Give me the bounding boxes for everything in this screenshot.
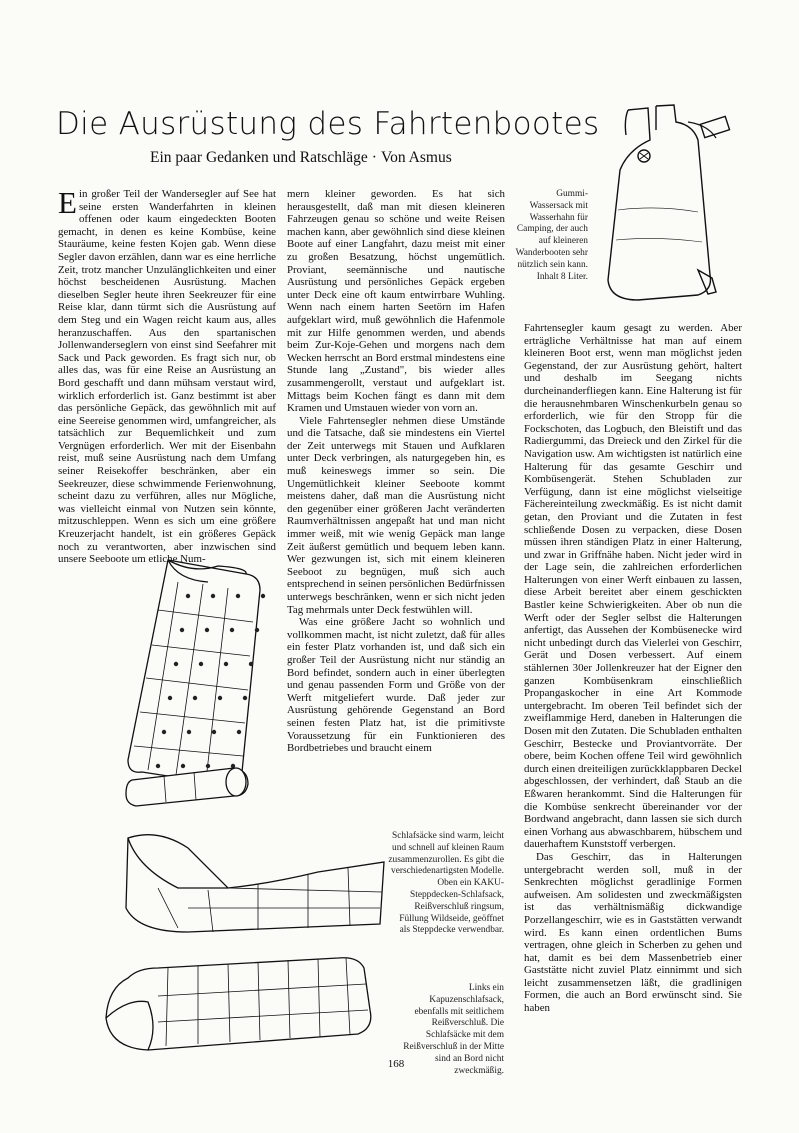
quilt-flower-mark xyxy=(186,594,190,598)
article-title: Die Ausrüstung des Fahrtenbootes xyxy=(56,106,600,142)
quilt-flower-mark xyxy=(218,696,222,700)
quilted-sleeping-bag-illustration xyxy=(108,560,268,790)
quilt-flower-mark xyxy=(174,662,178,666)
article-author: Von Asmus xyxy=(380,149,452,166)
quilt-flower-mark xyxy=(205,628,209,632)
paragraph: Fahrtensegler kaum gesagt zu werden. Aber erträgliche Verhältnisse hat man auf einem kleineren Boot erst, wenn man möglichst jeden Gegenstand, der zur Ausrüstung gehört, haltert und deshalb im Seegang nichts durcheinanderfliegen kann. Eine Halterung ist für die herausnehmbaren Winschenkurbeln genau so erforderlich, wie für den Stropp für die Fockschoten, das Logbuch, den Bleistift und das Radiergummi, das Dreieck und den Zirkel für die Navigation usw. Am wichtigsten ist natürlich eine Halterung für das gesamte Geschirr und Kombüsengerät. Stehen Schubladen zur Verfügung, dann ist eine möglichst vielseitige Fächereinteilung zweckmäßig. Es ist nicht damit getan, den Proviant und die Zutaten in fest schließende Dosen zu verpacken, diese Dosen müssen ihren ständigen Platz in einer Halterung, und zwar in Griffnähe haben. Nicht jeder wird in der Lage sein, die zahlreichen erforderlichen Halterungen von einer Werft einbauen zu lassen, diese Arbeit bereitet aber einem geschickten Bastler keine Schwierigkeiten. Aber ob nun die Werft oder der Segler selbst die Halterungen anfertigt, das Aussehen der Kombüsenecke wird nicht unbedingt durch das Vielerlei von Geschirr, Gerät und Dosen verbessert. Auf einem stählernen 30er Jollenkreuzer hat der Eigner den ganzen Kombüsenkram einschließlich Propangaskocher in eine Art Kommode untergebracht. Im oberen Teil befindet sich der zweiflammige Herd, daneben in Halterungen die Dosen mit den Zutaten. Die Schubladen enthalten Geschirr, Bestecke und Proviantvorräte. Der obere, beim Kochen offene Teil wird gewöhnlich durch einen dreiteiligen zurückklappbaren Deckel abgeschlossen, der verhindert, daß Staub an die Eßwaren herankommt. Sind die Halterungen für die Kombüse senkrecht übereinander vor der Bordwand angebracht, dann lassen sie sich durch einen Vorhang aus abwaschbarem, hübschem und dauerhaftem Kunststoff verbergen. xyxy=(524,322,742,851)
quilt-flower-mark xyxy=(211,594,215,598)
quilt-flower-mark xyxy=(255,628,259,632)
water-bag-illustration xyxy=(598,100,738,310)
article-subtitle-line xyxy=(150,148,610,168)
paragraph: Viele Fahrtensegler nehmen diese Umstände und die Tatsache, daß sie mindestens ein Viertel der Zeit unterwegs mit Stauen und Aufklaren unter Deck verbringen, als naturgegeben hin, es muß keineswegs immer so sein. Die Ungemütlichkeit kleiner Seeboote kommt meistens daher, daß man die Ausrüstung nicht den gegenüber einer größeren Jacht veränderten Raumverhältnissen angepaßt hat und man nicht immer weiß, mit wie wenig Gepäck man lange Zeit äußerst gemütlich und bequem leben kann. Wer gezwungen ist, sich mit einem kleineren Seeboot zu begnügen, muß sich auch entsprechend in seinen persönlichen Bedürfnissen unterwegs beschränken, wenn er sich nicht jeden Tag mehrmals unter Deck festwühlen will. xyxy=(287,414,505,616)
sleeping-bags-caption: Schlafsäcke sind warm, leicht und schnell auf kleinen Raum zusammenzurollen. Es gibt die verschiedenartigsten Modelle. Oben ein KAKU-Steppdecken-Schlafsack, Reißverschluß ringsum, Füllung Wildseide, geöffnet als Steppdecke verwendbar. xyxy=(388,831,504,936)
water-bag-caption: Gummi-Wassersack mit Wasserhahn für Camping, der auch auf kleineren Wanderbooten sehr nützlich sein kann. Inhalt 8 Liter. xyxy=(515,189,588,282)
quilt-flower-mark xyxy=(224,662,228,666)
open-quilt-sleeping-bag-illustration xyxy=(118,828,393,938)
quilt-flower-mark xyxy=(249,662,253,666)
paragraph: mern kleiner geworden. Es hat sich herausgestellt, daß man mit diesen kleineren Fahrzeugen genau so schöne und weite Reisen machen kann, aber gewöhnlich sind diese kleinen Boote auf einer Langfahrt, dazu meist mit einer zu großen Besatzung, höchst ungemütlich. Proviant, seemännische und nautische Ausrüstung und persönliches Gepäck ergeben unter Deck eine oft kaum entwirrbare Wuhling. Wenn nach einem harten Seetörn im Hafen aufgeklart wird, muß gewöhnlich die Hafenmole mit zur Hilfe genommen werden, und abends beim Zur-Koje-Gehen und morgens nach dem Wecken herrscht an Bord erstmal mindestens eine Stunde lang „Zustand", bis wieder alles zusammengerollt, verstaut und aufgeklart ist. Mittags beim Kochen fängt es dann mit dem Kramen und Umstauen wieder von vorn an. xyxy=(287,188,505,415)
drop-cap: E xyxy=(58,185,77,220)
quilt-flower-mark xyxy=(199,662,203,666)
quilt-flower-mark xyxy=(243,696,247,700)
paragraph-text: in großer Teil der Wandersegler auf See hat seine ersten Wanderfahrten in kleinen offenen oder kaum eingedeckten Booten gemacht, in denen es keine Kombüse, keine Stauräume, keine festen Kojen gab. Wenn diese Segler davon erzählen, dann war es eine herrliche Zeit, trotz mancher Unzulänglichkeiten und einer höchst bescheidenen Ausrüstung. Machen dieselben Segler heute ihren Seekreuzer für eine Reise klar, dann türmt sich die Ausrüstung auf dem Steg und ein Wagen reicht kaum aus, alles heranzuschaffen. Aus den spartanischen Jollenwanderseglern von einst sind Seefahrer mit Sack und Pack geworden. Es fragt sich nur, ob alles das, was für eine Reise an Ausrüstung an Bord geschafft und dann mühsam verstaut wird, wirklich erforderlich ist. Ganz bestimmt ist aber das persönliche Gepäck, das gewöhnlich mit auf eine Seereise genommen wird, umfangreicher, als tatsächlich zur Bequemlichkeit und zum Vergnügen erforderlich. Wer mit der Eisenbahn reist, muß seine Ausrüstung nach dem Umfang seiner Reisekoffer beschränken, aber ein Seekreuzer, diese schwimmende Ferienwohnung, scheint dazu zu verführen, alles nur Mögliche, was vielleicht einmal von Nutzen sein könnte, mitzuschleppen. Wenn es sich um eine größere Kreuzerjacht handelt, ist ein größeres Gepäck noch zu verantworten, aber inzwischen sind unsere Seeboote um etliche Num- xyxy=(58,188,276,566)
rolled-sleeping-bag-illustration xyxy=(124,760,254,810)
quilt-flower-mark xyxy=(187,730,191,734)
subtitle-separator: · xyxy=(371,149,377,166)
text-column-1 xyxy=(58,185,276,566)
text-column-2 xyxy=(287,188,505,755)
quilt-flower-mark xyxy=(212,730,216,734)
quilt-flower-mark xyxy=(261,594,265,598)
quilt-flower-mark xyxy=(237,730,241,734)
quilt-flower-mark xyxy=(230,628,234,632)
paragraph: Was eine größere Jacht so wohnlich und vollkommen macht, ist nicht zuletzt, daß für alles ein fester Platz vorhanden ist, und daß sich ein großer Teil der Ausrüstung nicht nur ständig an Bord befindet, sondern auch in einer überlegten und genau passenden Form und Größe von der Werft mitgeliefert wurde. Daß jeder zur Ausrüstung gehörende Gegenstand an Bord seinen festen Platz hat, ist die primitivste Voraussetzung für ein Funktionieren des Bordbetriebes und braucht einem xyxy=(287,616,505,755)
page-number: 168 xyxy=(387,1058,405,1070)
article-subtitle: Ein paar Gedanken und Ratschläge xyxy=(150,149,368,166)
paragraph: Das Geschirr, das in Halterungen untergebracht werden soll, muß in der Senkrechten möglichst geradlinige Formen aufweisen. Am solidesten und zweckmäßigsten ist das verhältnismäßig dickwandige Porzellangeschirr, wie es in Gaststätten verwandt wird. Es kann einen ordentlichen Bums vertragen, ohne gleich in Scherben zu gehen und hat, damit es bei dem Massenbetrieb einer Gaststätte nicht zuviel Platz einnimmt und sich leicht zusammensetzen läßt, die gradlinigen Formen, die auch an Bord erwünscht sind. Sie haben xyxy=(524,850,742,1015)
quilt-flower-mark xyxy=(193,696,197,700)
quilt-flower-mark xyxy=(236,594,240,598)
quilt-flower-mark xyxy=(180,628,184,632)
paragraph xyxy=(58,185,276,566)
hooded-sleeping-bag-illustration xyxy=(88,938,378,1058)
quilt-flower-mark xyxy=(168,696,172,700)
text-column-3 xyxy=(524,322,742,1015)
hood-bag-caption: Links ein Kapuzenschlafsack, ebenfalls mit seitlichem Reißverschluß. Die Schlafsäcke mit dem Reißverschluß in der Mitte sind an Bord nicht zweckmäßig. xyxy=(403,983,504,1076)
quilt-flower-mark xyxy=(162,730,166,734)
